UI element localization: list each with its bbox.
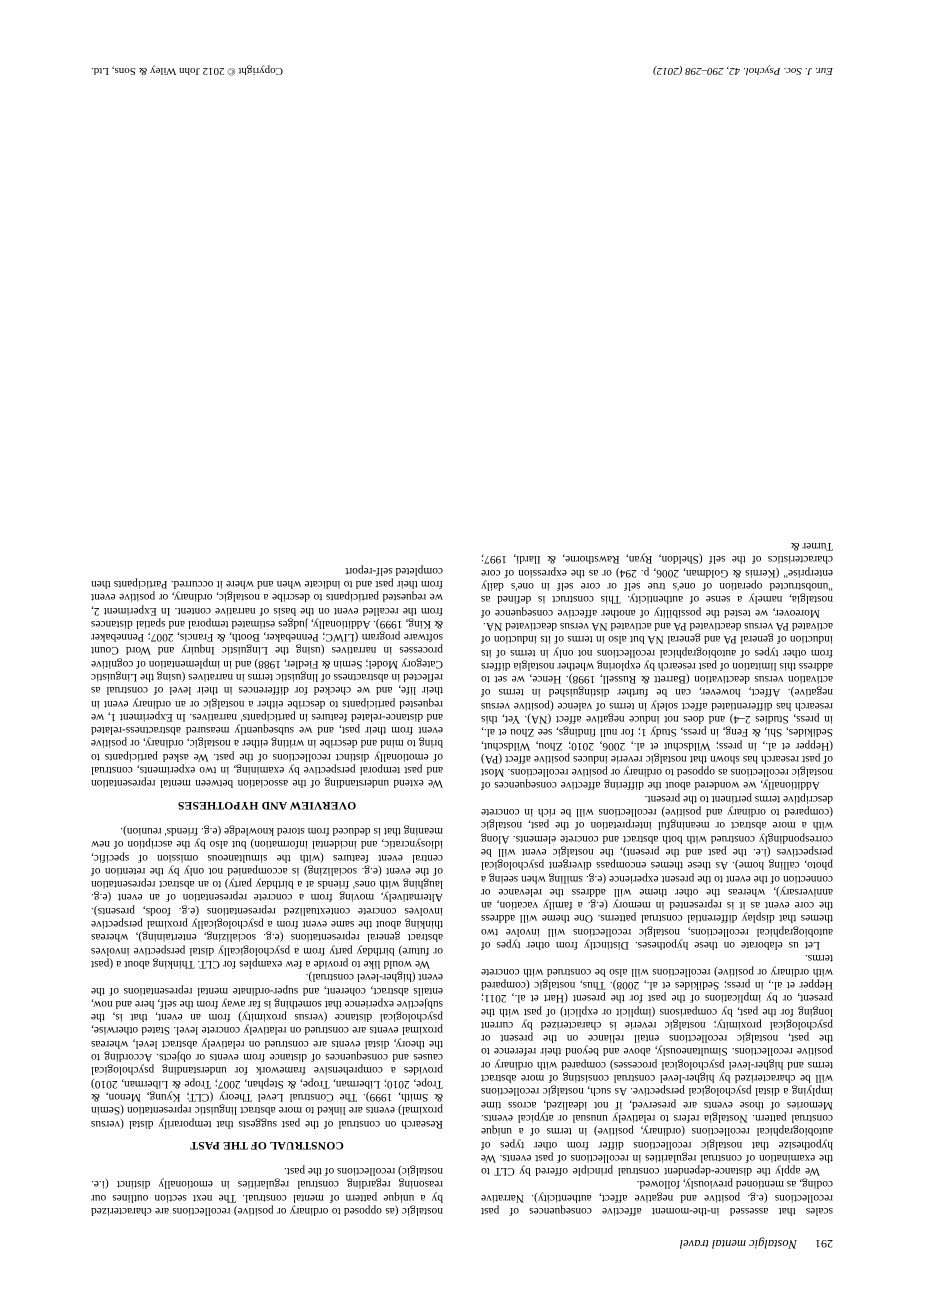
right-column	[91, 563, 443, 1217]
two-column-body	[91, 107, 833, 1217]
paragraph: We extend understanding of the association between mental representation and past temporal perspective by examining, in two experiments, construal of emotionally distinct recollections of the past. We asked participants to bring to mind and describe in writing either a nostalgic, ordinary, or positive event from their past, and we subsequently measured abstractness-related and distance-related features in participants' narratives. In Experiment 1, we requested participants to describe either a nostalgic or an ordinary event in their life, and we checked for differences in their level of construal as reflected in abstractness of linguistic terms in narratives (using the Linguistic Category Model; Semin & Fiedler, 1988) and in implementation of cognitive processes in narratives (using the Linguistic Inquiry and Word Count software program (LIWC; Pennebaker, Booth, & Francis, 2007; Pennebaker & King, 1999). Additionally, judges estimated temporal and spatial distances from the recalled event on the basis of narrative content. In Experiment 2, we requested participants to describe a nostalgic, ordinary, or positive event from their past and to indicate when and where it occurred. Participants then completed self-report	[91, 564, 443, 790]
copyright-note: Copyright © 2012 John Wiley & Sons, Ltd.	[91, 65, 283, 77]
journal-citation: Eur. J. Soc. Psychol. 42, 290–298 (2012)	[653, 65, 833, 77]
page-number: 291	[815, 1237, 833, 1251]
paragraph: We apply the distance-dependent construal principle offered by CLT to the examination of construal regularities in recollections of past events. We hypothesize that nostalgic recollections differ from other types of autobiographical recollections (ordinary, positive) in terms of a unique construal pattern. Nostalgia refers to relatively unusual or atypical events. Memories of those events are preserved, if not idealized, across time implying a distal psychological perspective. As such, nostalgic recollections will be characterized by higher-level construal consisting of more abstract terms and higher-level psychological processes) compared with ordinary or positive recollections. Simultaneously, above and beyond their reference to the past, nostalgic recollections entail reliance on the present or psychological proximity; nostalgic reverie is characterized by current longing for the past, by comparisons (implicit or explicit) of past with the present, or by implications of the past for the present (Hart et al., 2011; Hepper et al., in press; Sedikides et al., 2008). Thus, nostalgic (compared with ordinary or positive) recollections will also be construed with concrete terms.	[481, 952, 833, 1178]
running-head	[91, 1229, 833, 1251]
running-head-title: Nostalgic mental travel	[679, 1237, 797, 1251]
section-heading-overview-and-hypotheses: OVERVIEW AND HYPOTHESES	[177, 798, 357, 812]
paragraph: Moreover, we tested the possibility of another affective consequence of nostalgia, namely a sense of authenticity. This construct is defined as "unobstructed operation of one's true self or core self in one's daily enterprise" (Kernis & Goldman, 2006, p. 294) or as the expression of core characteristics of the self (Sheldon, Ryan, Rawsthorne, & Ilardi, 1997; Turner &	[481, 540, 833, 619]
page-footer	[91, 61, 833, 77]
paragraph: scales that assessed in-the-moment affective consequences of past recollections (e.g. positive and negative affect, authenticity). Narrative coding, as mentioned previously, followed.	[481, 1178, 833, 1217]
paragraph: We would like to provide a few examples for CLT. Thinking about a (past or future) birthday party from a psychologically distal perspective involves abstract general representations (e.g. socializing, entertaining), whereas thinking about the same event from a psychologically proximal perspective involves concrete contextualized representations (e.g. foods, presents). Alternatively, moving from a concrete representation of an event (e.g. laughing with ones' friends at a birthday party) to an abstract representation of the event (e.g. socializing) is accompanied not only by the retention of central event features (with the simultaneous omission of specific, idiosyncratic, and incidental information) but also by the ascription of new meaning that is deduced from stored knowledge (e.g. friends' reunion).	[91, 824, 443, 970]
paragraph: Research on construal of the past suggests that temporarily distal (versus proximal) events are linked to more abstract linguistic representation (Semin & Smith, 1999). The Construal Level Theory (CLT; Kyung, Menon, & Trope, 2010; Liberman, Trope, & Stephan, 2007; Trope & Liberman, 2010) provides a comprehensive framework for understanding psychological causes and consequences of distance from events or objects. According to the theory, distal events are construed on relatively abstract level, whereas proximal events are construed on relatively concrete level. Stated otherwise, psychological distance (versus proximity) from an event, that is, the subjective experience that something is far away from the self, here and now, entails abstract, coherent, and super-ordinate mental representations of the event (higher-level construal).	[91, 971, 443, 1130]
paragraph: Additionally, we wondered about the differing affective consequences of nostalgic recollections as opposed to ordinary or positive recollections. Most of past research has shown that nostalgic reverie induces positive affect (PA) (Hepper et al., in press; Wildschut et al., 2006, 2010; Zhou, Wildschut, Sedikides, Shi, & Feng, in press, Study 1; for null findings, see Zhou et al., in press, Studies 2–4) and does not induce negative affect (NA). Yet, this research has differentiated affect solely in terms of valence (positive versus negative). Affect, however, can be further distinguished in terms of activation versus deactivation (Barrett & Russell, 1998). Hence, we set to address this limitation of past research by exploring whether nostalgia differs from other types of autobiographical recollections not only in terms of its induction of general PA and general NA but also in terms of its induction of activated PA versus deactivated PA and activated NA versus deactivated NA.	[481, 619, 833, 792]
page-content	[91, 61, 833, 1251]
section-heading-construal-of-the-past: CONSTRUAL OF THE PAST	[190, 1138, 344, 1152]
left-column	[481, 539, 833, 1217]
paragraph: Let us elaborate on these hypotheses. Distinctly from other types of autobiographical recollections, nostalgic recollections will involve two themes that display differential construal patterns. One theme will address the core event as it is represented in memory (e.g. a family vacation, an anniversary), whereas the other theme will address the relevance or connection of the event to the present experience (e.g. smiling when seeing a photo, calling home). As these themes encompass divergent psychological perspectives (i.e. the past and the present), the nostalgic event will be correspondingly construed with both abstract and concrete elements. Along with a more abstract or meaningful interpretation of the past, nostalgic (compared to ordinary and positive) recollections will be rich in concrete descriptive terms pertinent to the present.	[481, 792, 833, 952]
paragraph: nostalgic (as opposed to ordinary or positive) recollections are characterized by a unique pattern of mental construal. The next section outlines our reasoning regarding construal regularities in emotionally distinct (i.e. nostalgic) recollections of the past.	[91, 1165, 443, 1217]
